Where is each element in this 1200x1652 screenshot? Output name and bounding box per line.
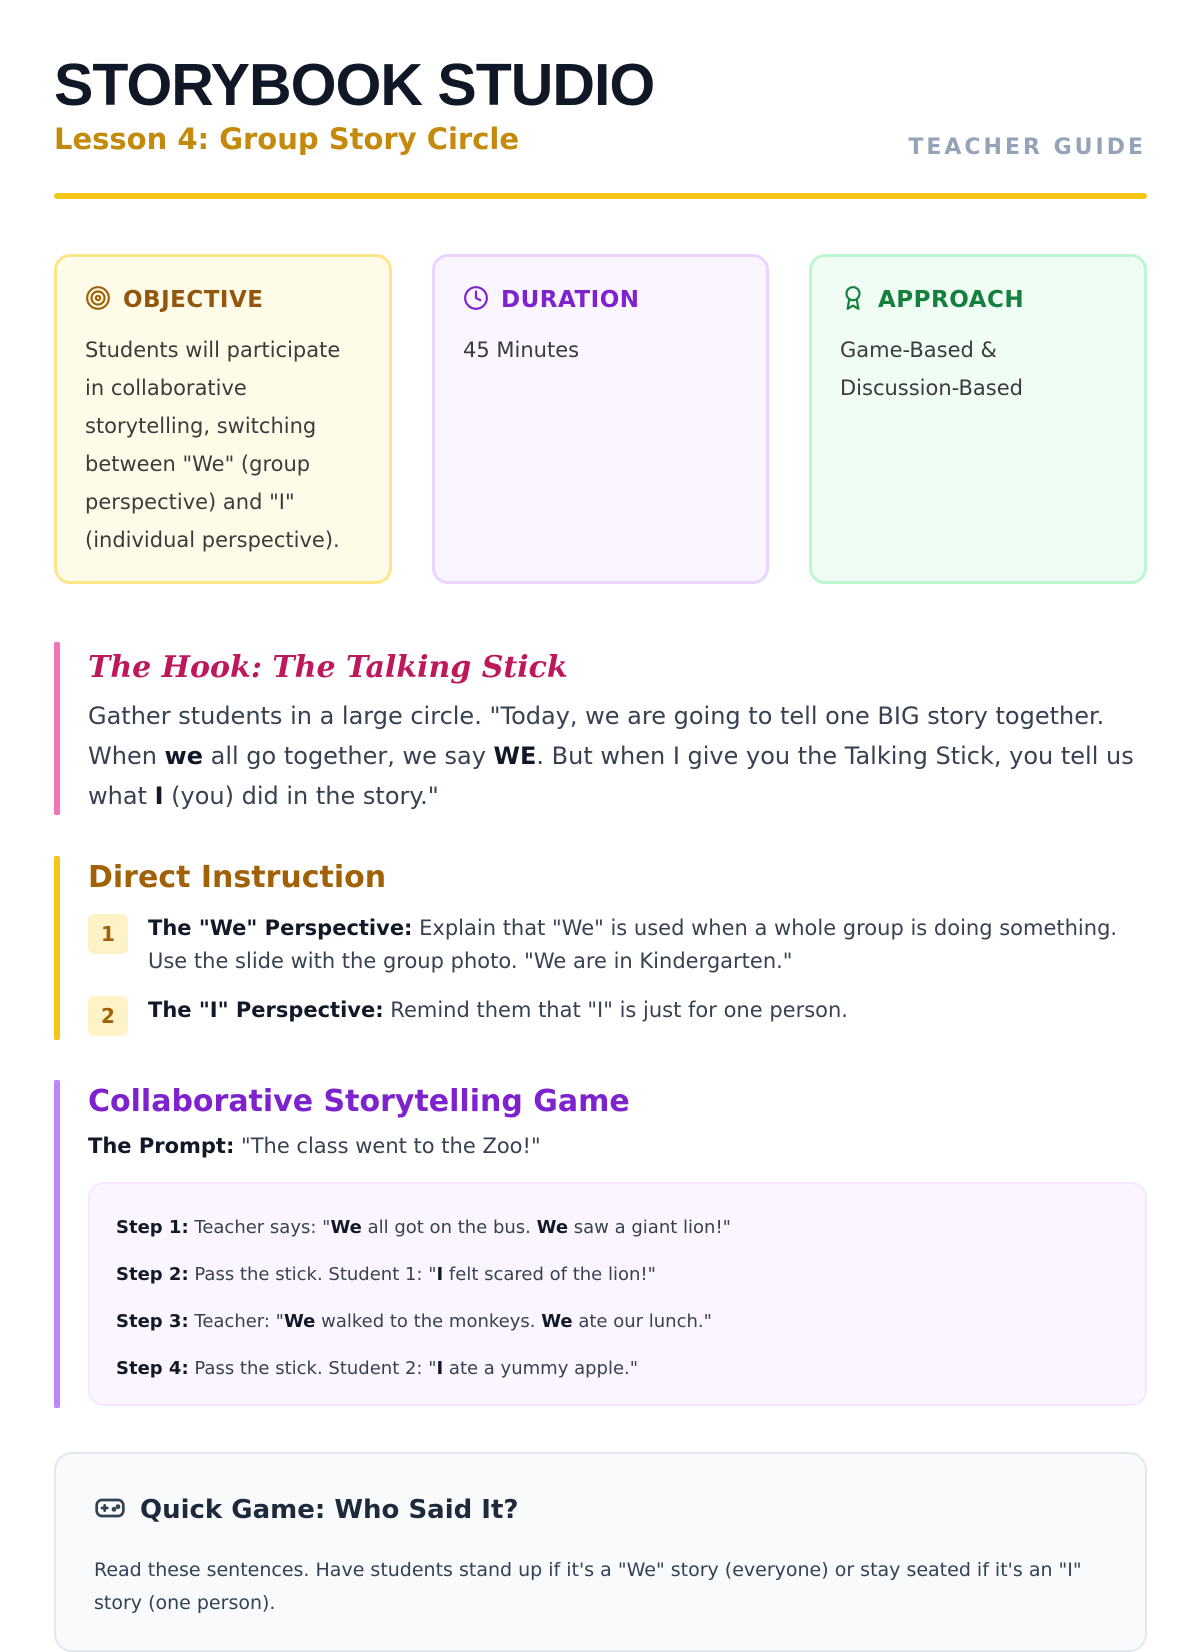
objective-card <box>54 254 392 584</box>
story-step: Step 4: Pass the stick. Student 2: "I ate a yummy apple." <box>116 1358 639 1379</box>
hook-text: Gather students in a large circle. "Today, we are going to tell one BIG story together. When we all go together, we say WE. But when I give you the Talking Stick, you tell us what I (you) did in the story." <box>88 702 1134 810</box>
quick-game-text: Read these sentences. Have students stand up if it's a "We" story (everyone) or stay seated if it's an "I" story (one person). <box>94 1559 1082 1614</box>
clock-icon <box>463 285 489 315</box>
award-icon <box>840 285 866 315</box>
story-step: Step 2: Pass the stick. Student 1: "I felt scared of the lion!" <box>116 1264 656 1285</box>
storytelling-game-title: Collaborative Storytelling Game <box>88 1084 630 1119</box>
instruction-text: The "We" Perspective: Explain that "We" is used when a whole group is doing something. Use the slide with the group photo. "We are in Kindergarten." <box>148 916 1118 973</box>
approach-text: Game-Based & Discussion-Based <box>840 338 1023 400</box>
direct-instruction-title: Direct Instruction <box>88 860 387 895</box>
teacher-guide-tag: TEACHER GUIDE <box>908 135 1146 160</box>
lesson-subtitle: Lesson 4: Group Story Circle <box>54 122 520 156</box>
duration-card <box>432 254 769 584</box>
approach-card-header <box>840 285 1116 315</box>
duration-title: DURATION <box>501 287 640 313</box>
collab-accent-bar <box>54 1080 60 1408</box>
quick-game-header <box>94 1492 1107 1528</box>
objective-title: OBJECTIVE <box>123 287 264 313</box>
hook-accent-bar <box>54 642 60 815</box>
objective-card-header <box>85 285 361 315</box>
step-number-badge: 1 <box>88 914 128 954</box>
direct-accent-bar <box>54 856 60 1040</box>
story-step: Step 3: Teacher: "We walked to the monkeys. We ate our lunch." <box>116 1311 712 1332</box>
objective-text: Students will participate in collaborative storytelling, switching between "We" (group perspective) and "I" (individual perspective). <box>85 338 341 552</box>
header-divider <box>54 193 1147 199</box>
approach-card <box>809 254 1147 584</box>
story-step: Step 1: Teacher says: "We all got on the bus. We saw a giant lion!" <box>116 1217 731 1238</box>
storytelling-game-section <box>54 1080 1147 1408</box>
hook-title: The Hook: The Talking Stick <box>88 650 568 685</box>
duration-text: 45 Minutes <box>463 338 580 362</box>
hook-section <box>54 642 1147 815</box>
quick-game-title: Quick Game: Who Said It? <box>140 1495 519 1525</box>
quick-game-box <box>54 1452 1147 1652</box>
brand-title: STORYBOOK STUDIO <box>54 52 655 118</box>
story-prompt: The Prompt: "The class went to the Zoo!" <box>88 1134 541 1158</box>
target-icon <box>85 285 111 315</box>
direct-instruction-section <box>54 856 1147 1040</box>
instruction-item <box>88 912 1147 978</box>
approach-title: APPROACH <box>878 287 1025 313</box>
step-number-badge: 2 <box>88 996 128 1036</box>
instruction-item <box>88 994 1147 1036</box>
story-steps-box <box>88 1182 1147 1406</box>
duration-card-header <box>463 285 738 315</box>
instruction-text: The "I" Perspective: Remind them that "I" is just for one person. <box>148 998 848 1022</box>
gamepad-icon <box>94 1492 126 1528</box>
